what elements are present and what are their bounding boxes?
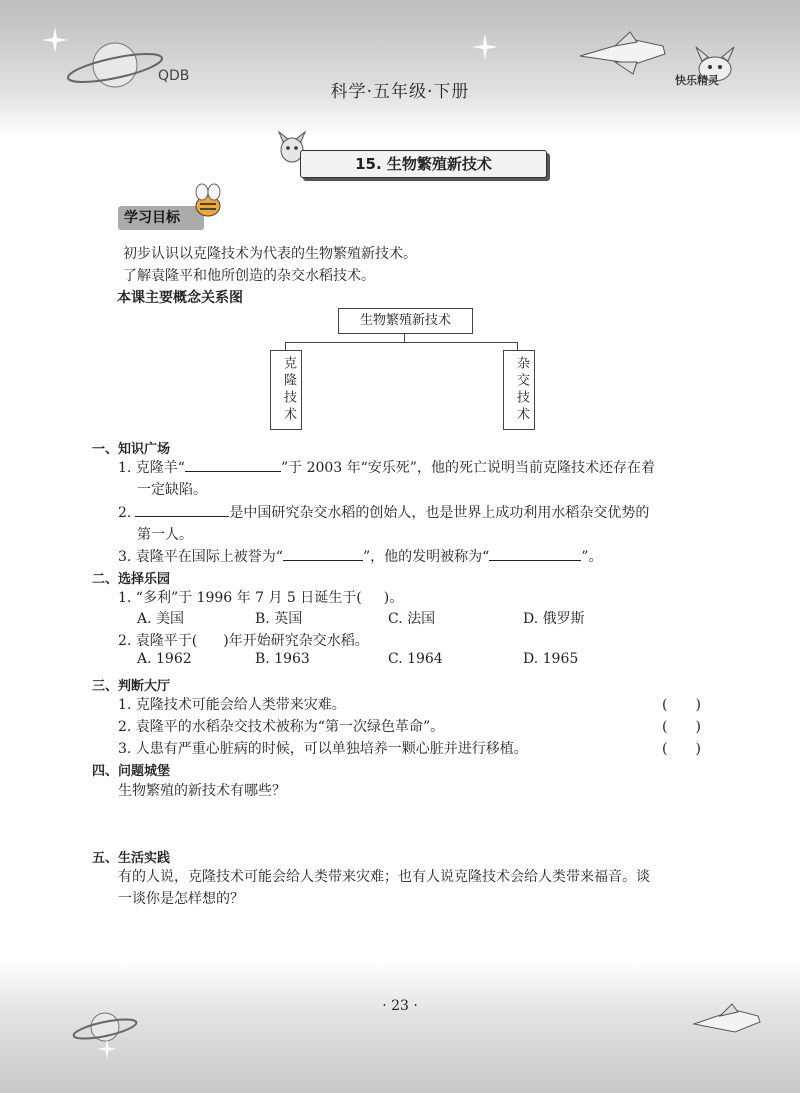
s1-question-2-cont: 第一人。: [137, 527, 193, 543]
s4-answer-area[interactable]: [118, 802, 708, 842]
s2-q1-option-a[interactable]: A. 美国: [137, 611, 185, 627]
concept-right: 杂交技术: [503, 350, 535, 430]
publisher-logo: QDB: [158, 68, 190, 84]
s2-q1-option-b[interactable]: B. 英国: [255, 611, 303, 627]
s2-q1-option-d[interactable]: D. 俄罗斯: [523, 611, 585, 627]
space-shuttle-icon: [690, 1000, 765, 1045]
lesson-title: 15. 生物繁殖新技术: [300, 150, 547, 178]
section-2-title: 二、选择乐园: [92, 572, 171, 587]
goal-item-1: 初步认识以克隆技术为代表的生物繁殖新技术。: [123, 246, 417, 262]
s2-q2-option-a[interactable]: A. 1962: [137, 651, 192, 667]
s2-question-2: [118, 630, 369, 650]
section-5-title: 五、生活实践: [92, 851, 171, 866]
page-number: · 23 ·: [382, 998, 418, 1014]
s1-question-3: [118, 546, 602, 566]
s5-question-line-1: 有的人说，克隆技术可能会给人类带来灾难；也有人说克隆技术会给人类带来福音。谈: [118, 869, 650, 885]
s1-question-2: [118, 502, 649, 522]
text: 1. 克隆羊“: [118, 460, 185, 476]
space-shuttle-icon: [575, 28, 670, 78]
connector-line: [285, 342, 517, 343]
text: 2.: [118, 505, 132, 521]
s5-answer-area[interactable]: [118, 910, 708, 960]
s2-q2-option-d[interactable]: D. 1965: [523, 651, 579, 667]
s4-question: 生物繁殖的新技术有哪些？: [118, 783, 286, 799]
bee-mascot-icon: [190, 182, 226, 222]
section-3-title: 三、判断大厅: [92, 679, 171, 694]
text: ”于 2003 年“安乐死”，他的死亡说明当前克隆技术还存在着: [280, 460, 655, 476]
sparkle-icon: [470, 32, 500, 62]
section-4-title: 四、问题城堡: [92, 764, 171, 779]
learning-goals-badge: 学习目标: [118, 206, 204, 230]
text: )。: [383, 590, 404, 606]
s2-q2-option-b[interactable]: B. 1963: [255, 651, 310, 667]
text: 1. “多利”于 1996 年 7 月 5 日诞生于(: [118, 590, 362, 606]
s3-statement-2: 2. 袁隆平的水稻杂交技术被称为“第一次绿色革命”。: [118, 719, 445, 735]
text: 3. 袁隆平在国际上被誉为“: [118, 549, 283, 565]
s3-answer-paren[interactable]: ( ): [662, 697, 701, 713]
text: ”。: [581, 549, 603, 565]
answer-blank[interactable]: [489, 546, 581, 561]
s2-q1-option-c[interactable]: C. 法国: [388, 611, 436, 627]
s3-answer-paren[interactable]: ( ): [662, 741, 701, 757]
concept-root: 生物繁殖新技术: [338, 308, 473, 334]
goal-item-2: 了解袁隆平和他所创造的杂交水稻技术。: [123, 268, 375, 284]
brand-label: 快乐精灵: [675, 74, 719, 87]
s2-q2-option-c[interactable]: C. 1964: [388, 651, 443, 667]
s2-question-1: [118, 587, 403, 607]
answer-blank[interactable]: [283, 546, 363, 561]
answer-blank[interactable]: [185, 457, 281, 472]
connector-line: [285, 342, 286, 350]
concept-left: 克隆技术: [270, 350, 302, 430]
text: 是中国研究杂交水稻的创始人，也是世界上成功利用水稻杂交优势的: [229, 505, 650, 521]
s1-question-1-cont: 一定缺陷。: [137, 482, 207, 498]
s3-statement-3: 3. 人患有严重心脏病的时候，可以单独培养一颗心脏并进行移植。: [118, 741, 528, 757]
connector-line: [517, 342, 518, 350]
sparkle-icon: [96, 1038, 118, 1060]
answer-blank[interactable]: [135, 502, 229, 517]
s5-question-line-2: 一谈你是怎样想的？: [118, 891, 244, 907]
connector-line: [404, 333, 405, 342]
s3-statement-1: 1. 克隆技术可能会给人类带来灾难。: [118, 697, 346, 713]
text: 2. 袁隆平于(: [118, 633, 198, 649]
text: ”，他的发明被称为“: [362, 549, 490, 565]
page-header-title: 科学·五年级·下册: [330, 82, 470, 102]
s3-answer-paren[interactable]: ( ): [662, 719, 701, 735]
text: )年开始研究杂交水稻。: [223, 633, 369, 649]
section-1-title: 一、知识广场: [92, 442, 171, 457]
concept-map-title: 本课主要概念关系图: [117, 290, 243, 306]
s1-question-1: [118, 457, 655, 477]
sparkle-icon: [40, 25, 70, 55]
